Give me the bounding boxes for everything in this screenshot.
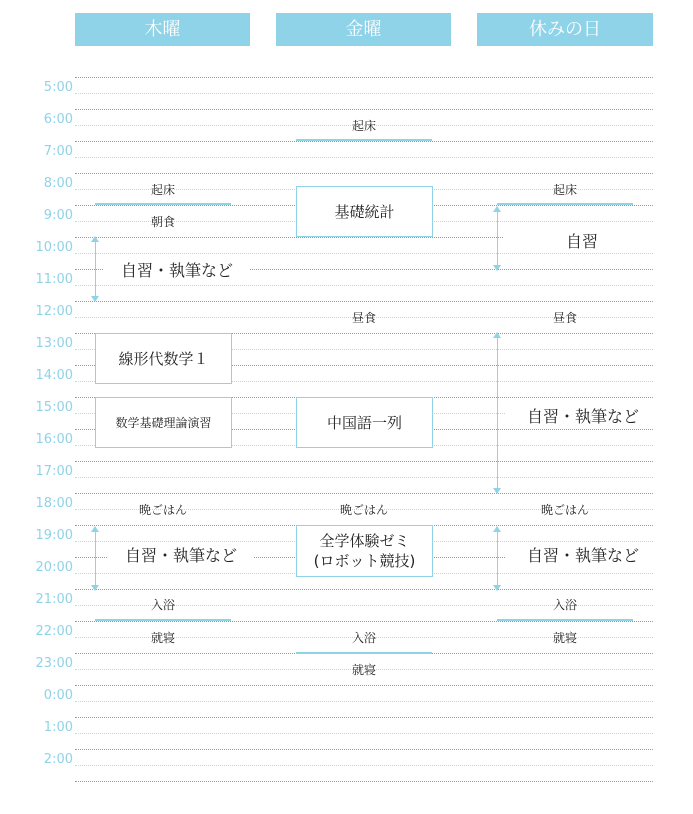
- hol-evening-arrow: [493, 527, 502, 590]
- thu-evening-arrow: [91, 527, 100, 590]
- thu-sleep-label: 就寝: [150, 631, 175, 645]
- grid-line: [75, 685, 653, 686]
- hour-label: 9:00: [43, 208, 73, 223]
- fri-seminar-label: 全学体験ゼミ (ロボット競技): [313, 532, 416, 570]
- fri-chinese-box: [296, 397, 433, 448]
- fri-wake-line: [296, 139, 432, 141]
- header-friday: 金曜: [276, 13, 451, 46]
- thu-study-morning: 自習・執筆など: [104, 260, 250, 282]
- hour-label: 20:00: [35, 560, 73, 575]
- grid-line: [75, 477, 653, 478]
- fri-sleep-label: 就寝: [351, 663, 376, 677]
- grid-line: [75, 589, 653, 590]
- hour-label: 5:00: [43, 80, 73, 95]
- hour-label: 10:00: [35, 240, 73, 255]
- grid-line: [75, 301, 653, 302]
- hol-lunch-label: 昼食: [552, 311, 577, 325]
- grid-line: [75, 621, 653, 622]
- grid-line: [75, 173, 653, 174]
- fri-wake-label: 起床: [351, 119, 376, 133]
- hour-label: 7:00: [43, 144, 73, 159]
- hour-label: 11:00: [35, 272, 73, 287]
- hour-label: 2:00: [43, 752, 73, 767]
- grid-line: [75, 93, 653, 94]
- thu-breakfast-label: 朝食: [150, 215, 175, 229]
- thu-wake-label: 起床: [150, 183, 175, 197]
- hol-morning-arrow: [493, 207, 502, 270]
- hour-label: 12:00: [35, 304, 73, 319]
- grid-line: [75, 765, 653, 766]
- hol-bath-line: [497, 619, 633, 621]
- hour-label: 15:00: [35, 400, 73, 415]
- hol-study-afternoon: 自習・執筆など: [505, 406, 661, 428]
- header-thursday: 木曜: [75, 13, 250, 46]
- thu-dinner-label: 晩ごはん: [138, 503, 187, 517]
- hour-label: 1:00: [43, 720, 73, 735]
- grid-line: [75, 493, 653, 494]
- hol-study-evening: 自習・執筆など: [505, 545, 661, 567]
- fri-chinese-label: 中国語一列: [326, 413, 402, 432]
- grid-line: [75, 749, 653, 750]
- grid-line: [75, 733, 653, 734]
- grid-line: [75, 157, 653, 158]
- thu-linear-algebra-label: 線形代数学１: [118, 349, 209, 368]
- thu-morning-arrow: [91, 237, 100, 301]
- grid-line: [75, 77, 653, 78]
- hol-afternoon-arrow: [493, 333, 502, 493]
- grid-line: [75, 253, 653, 254]
- thu-bath-label: 入浴: [150, 598, 175, 612]
- hour-label: 19:00: [35, 528, 73, 543]
- fri-statistics-box: [296, 186, 433, 237]
- hol-bath-label: 入浴: [552, 598, 577, 612]
- grid-line: [75, 109, 653, 110]
- hol-dinner-label: 晩ごはん: [540, 503, 589, 517]
- fri-lunch-label: 昼食: [351, 311, 376, 325]
- hol-wake-label: 起床: [552, 183, 577, 197]
- hol-wake-line: [497, 203, 633, 205]
- hour-label: 21:00: [35, 592, 73, 607]
- hour-label: 17:00: [35, 464, 73, 479]
- hour-label: 14:00: [35, 368, 73, 383]
- thu-wake-line: [95, 203, 231, 205]
- thu-linear-algebra-box: [95, 333, 232, 384]
- hour-label: 18:00: [35, 496, 73, 511]
- grid-line: [75, 141, 653, 142]
- hour-label: 16:00: [35, 432, 73, 447]
- grid-line: [75, 285, 653, 286]
- grid-line: [75, 701, 653, 702]
- hour-label: 23:00: [35, 656, 73, 671]
- hour-label: 22:00: [35, 624, 73, 639]
- fri-bath-label: 入浴: [351, 631, 376, 645]
- hour-label: 0:00: [43, 688, 73, 703]
- fri-statistics-label: 基礎統計: [334, 202, 395, 221]
- fri-dinner-label: 晩ごはん: [339, 503, 388, 517]
- hour-label: 6:00: [43, 112, 73, 127]
- fri-bath-line: [296, 652, 432, 654]
- fri-seminar-box: [296, 525, 433, 577]
- grid-line: [75, 717, 653, 718]
- thu-math-basics-label: 数学基礎理論演習: [115, 415, 212, 430]
- hol-study-morning: 自習: [503, 231, 661, 253]
- grid-line: [75, 461, 653, 462]
- grid-line: [75, 781, 653, 782]
- thu-math-basics-box: [95, 397, 232, 448]
- header-holiday: 休みの日: [477, 13, 653, 46]
- hour-label: 13:00: [35, 336, 73, 351]
- thu-study-evening: 自習・執筆など: [108, 545, 254, 567]
- hol-sleep-label: 就寝: [552, 631, 577, 645]
- thu-bath-line: [95, 619, 231, 621]
- hour-label: 8:00: [43, 176, 73, 191]
